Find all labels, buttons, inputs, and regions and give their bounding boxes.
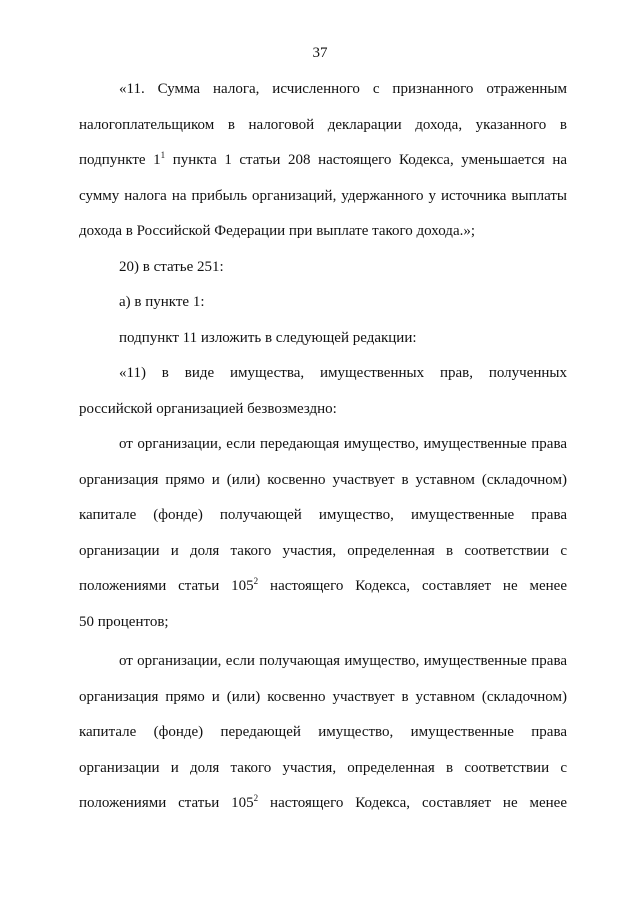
subclause-11-instruction: подпункт 11 изложить в следующей редакции: bbox=[119, 329, 417, 346]
item-a-heading: а) в пункте 1: bbox=[119, 294, 205, 310]
paragraph-subclause-11 bbox=[79, 362, 567, 433]
text-line bbox=[79, 149, 567, 185]
text-fragment: положениями статьи 105 bbox=[79, 795, 254, 811]
text-line: «11. Сумма налога, исчисленного с признанного отраженным bbox=[119, 81, 567, 97]
text-line: капитале (фонде) получающей имущество, имущественные права bbox=[79, 507, 567, 523]
text-fragment: положениями статьи 105 bbox=[79, 578, 254, 594]
text-fragment: пункта 1 статьи 208 настоящего Кодекса, уменьшается на bbox=[165, 152, 568, 168]
item-20-heading: 20) в статье 251: bbox=[119, 258, 224, 275]
text-line: организация прямо и (или) косвенно участвует в уставном (складочном) bbox=[79, 471, 567, 488]
text-line: 50 процентов; bbox=[79, 613, 169, 630]
text-line: российской организацией безвозмездно: bbox=[79, 400, 337, 417]
text-line bbox=[79, 792, 567, 828]
text-fragment: подпункте 1 bbox=[79, 152, 161, 168]
superscript: 1 bbox=[160, 150, 166, 160]
text-line: от организации, если передающая имущество, имущественные права bbox=[119, 436, 567, 452]
paragraph-clause-11 bbox=[79, 78, 567, 256]
text-line: налогоплательщиком в налоговой декларации дохода, указанного в bbox=[79, 116, 567, 133]
paragraph-receiving-org bbox=[79, 650, 567, 828]
page-number: 37 bbox=[312, 45, 328, 61]
text-line: организации и доля такого участия, определенная в соответствии с bbox=[79, 542, 567, 559]
superscript: 2 bbox=[253, 793, 259, 803]
text-line: «11) в виде имущества, имущественных прав, полученных bbox=[119, 365, 567, 381]
document-body bbox=[79, 78, 567, 828]
text-line: организации и доля такого участия, определенная в соответствии с bbox=[79, 759, 567, 776]
text-line: капитале (фонде) передающей имущество, имущественные права bbox=[79, 724, 567, 740]
text-fragment: настоящего Кодекса, составляет не менее bbox=[258, 795, 567, 811]
text-line bbox=[79, 575, 567, 611]
text-line: дохода в Российской Федерации при выплате такого дохода.»; bbox=[79, 223, 476, 239]
text-line: организация прямо и (или) косвенно участвует в уставном (складочном) bbox=[79, 688, 567, 705]
text-fragment: настоящего Кодекса, составляет не менее bbox=[258, 578, 567, 594]
text-line: от организации, если получающая имущество, имущественные права bbox=[119, 653, 567, 669]
text-line: сумму налога на прибыль организаций, удержанного у источника выплаты bbox=[79, 187, 567, 204]
paragraph-transferring-org bbox=[79, 433, 567, 646]
superscript: 2 bbox=[253, 576, 259, 586]
